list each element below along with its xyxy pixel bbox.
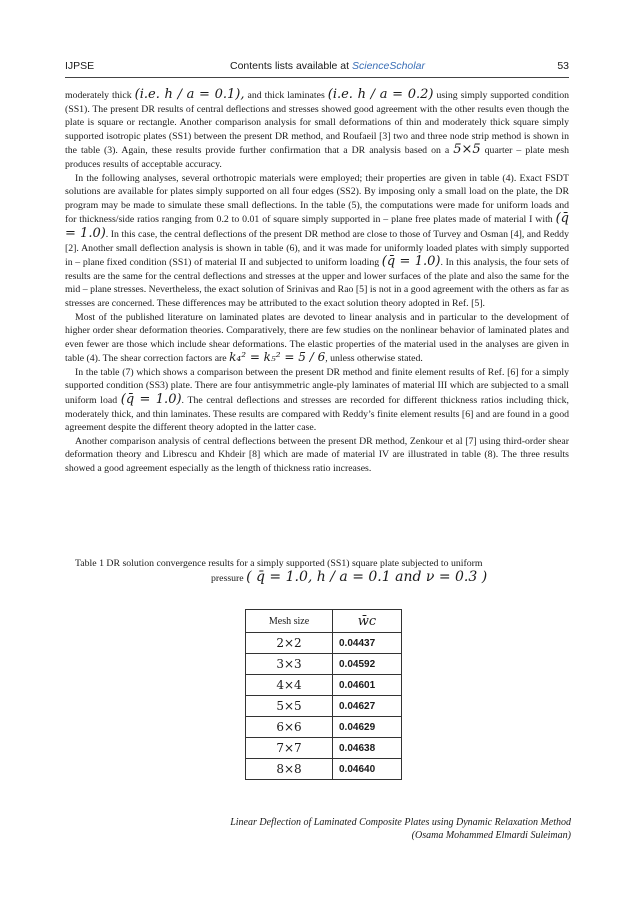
caption-math: ( q̄ = 1.0, h / a = 0.1 and ν = 0.3 )	[246, 569, 488, 585]
table-row	[246, 633, 402, 654]
caption-line-1: Table 1 DR solution convergence results for a simply supported (SS1) square plate subjected to uniform	[75, 558, 483, 569]
footer-author: (Osama Mohammed Elmardi Suleiman)	[411, 830, 571, 841]
table-row	[246, 738, 402, 759]
mesh-cell: 3×3	[246, 654, 333, 675]
p3-text-a: Most of the published literature on laminated plates are devoted to linear analysis and in particular to the development of higher order shear deformation theories. Comparatively, there are few studies on the nonlinear behavior of laminated plates and even fewer are those which include shear deformations. The elastic properties of the material used in the analyses are given in table (4). The shear correction factors are	[65, 311, 569, 365]
mesh-cell: 6×6	[246, 717, 333, 738]
header-wc: w̄c	[333, 610, 402, 633]
page-number: 53	[557, 60, 569, 72]
p1-text-a: moderately thick	[65, 90, 132, 101]
journal-abbrev: IJPSE	[65, 60, 95, 72]
mesh-cell: 7×7	[246, 738, 333, 759]
p3-text-b: , unless otherwise stated.	[325, 353, 423, 365]
wc-cell: 0.04437	[333, 633, 402, 654]
table-row	[246, 654, 402, 675]
table-header-row	[246, 610, 402, 633]
body-text	[65, 88, 569, 476]
p4-math-1: (q̄ = 1.0)	[120, 392, 182, 408]
wc-cell: 0.04629	[333, 717, 402, 738]
p2-text-c: . In this analysis, the four sets of results are the same for the central deflections and stresses at the upper and lower surfaces of the plate and also the same for the mid – plane stresses. Nevertheless, the exact solution of Srinivas and Rao [5] is not in a good agreement with the others as far as stresses are concerned. These differences may be attributed to the exact solution theory adopted in Ref. [5].	[65, 257, 569, 309]
paragraph-4	[65, 366, 569, 435]
paragraph-3	[65, 311, 569, 366]
p2-text-b: . In this case, the central deflections of the present DR method are close to those of Turvey and Osman [4], and Reddy [2]. Another small deflection analysis is shown in table (6), and it was made for uniformly loaded plates with simply supported in – plane fixed condition (SS1) of material II and subjected to uniform loading	[65, 228, 569, 269]
p2-math-1: (q̄ = 1.0)	[65, 211, 569, 241]
running-header	[65, 60, 569, 74]
p1-text-d: quarter – plate mesh produces results of acceptable accuracy.	[65, 145, 569, 170]
caption-line-2	[211, 571, 487, 585]
wc-cell: 0.04627	[333, 696, 402, 717]
paragraph-1	[65, 88, 569, 172]
table-row	[246, 696, 402, 717]
p3-math-1: k₄² = k₅² = 5 / 6	[229, 350, 326, 365]
header-rule	[65, 77, 569, 78]
footer-title: Linear Deflection of Laminated Composite Plates using Dynamic Relaxation Method	[230, 817, 571, 828]
table-row	[246, 675, 402, 696]
wc-cell: 0.04640	[333, 759, 402, 780]
table-row	[246, 717, 402, 738]
sciencescholar-link[interactable]: ScienceScholar	[351, 60, 425, 72]
mesh-cell: 8×8	[246, 759, 333, 780]
mesh-cell: 2×2	[246, 633, 333, 654]
paragraph-5: Another comparison analysis of central deflections between the present DR method, Zenkour et al [7] using third-order shear deformation theory and Librescu and Khdeir [8] which are made of material IV are illustrated in table (8). The three results showed a good agreement especially as the length of thickness ratio increases.	[65, 435, 569, 475]
p4-text-b: . The central deflections and stresses are recorded for different thickness ratios including thick, moderately thick, and thin laminates. These results are compared with Reddy’s finite element results [6] and are found in a good agreement despite the different theory adopted in the latter case.	[65, 395, 569, 434]
p1-text-c: using simply supported condition (SS1). The present DR results of central deflections and stresses showed good agreement with the other results even though the plate is square or rectangle. Another comparison analysis for small deformations of thin and moderately thick square simply supported isotropic plates (SS1) between the present DR method, and Roufaeil [3] two and three node strip method is shown in the table (3). Again, these results provide further confirmation that a DR analysis based on a	[65, 90, 569, 157]
header-center-prefix: Contents lists available at	[230, 60, 352, 72]
mesh-cell: 4×4	[246, 675, 333, 696]
wc-cell: 0.04601	[333, 675, 402, 696]
table-row	[246, 759, 402, 780]
p2-math-2: (q̄ = 1.0)	[381, 254, 441, 270]
table-caption	[75, 557, 565, 585]
paragraph-2	[65, 172, 569, 311]
mesh-cell: 5×5	[246, 696, 333, 717]
header-center-text	[230, 60, 425, 72]
wc-cell: 0.04638	[333, 738, 402, 759]
convergence-table	[245, 609, 402, 780]
p1-math-3: 5×5	[453, 142, 481, 158]
p1-text-b: and thick laminates	[244, 90, 328, 101]
header-mesh-size: Mesh size	[246, 610, 333, 633]
wc-cell: 0.04592	[333, 654, 402, 675]
caption-word: pressure	[211, 573, 244, 584]
p4-text-a: In the table (7) which shows a comparison between the present DR method and finite element results of Ref. [6] for a simply supported condition (SS3) plate. There are four antisymmetric angle-ply laminates of material III which are subjected to a small uniform load	[65, 366, 569, 407]
p2-text-a: In the following analyses, several orthotropic materials were employed; their properties are given in table (4). Exact FSDT solutions are available for plates simply supported on all four edges (SS2). By imposing only a small load on the plate, the DR program may be made to simulate these small deflections. In the table (5), the computations were made for uniform loads and for thickness/side ratios ranging from 0.2 to 0.01 of square simply supported in – plane free plates made of material I with	[65, 172, 569, 226]
p1-math-1: (i.e. h / a = 0.1),	[134, 87, 245, 102]
running-footer	[230, 816, 571, 842]
p1-math-2: (i.e. h / a = 0.2)	[327, 87, 434, 102]
